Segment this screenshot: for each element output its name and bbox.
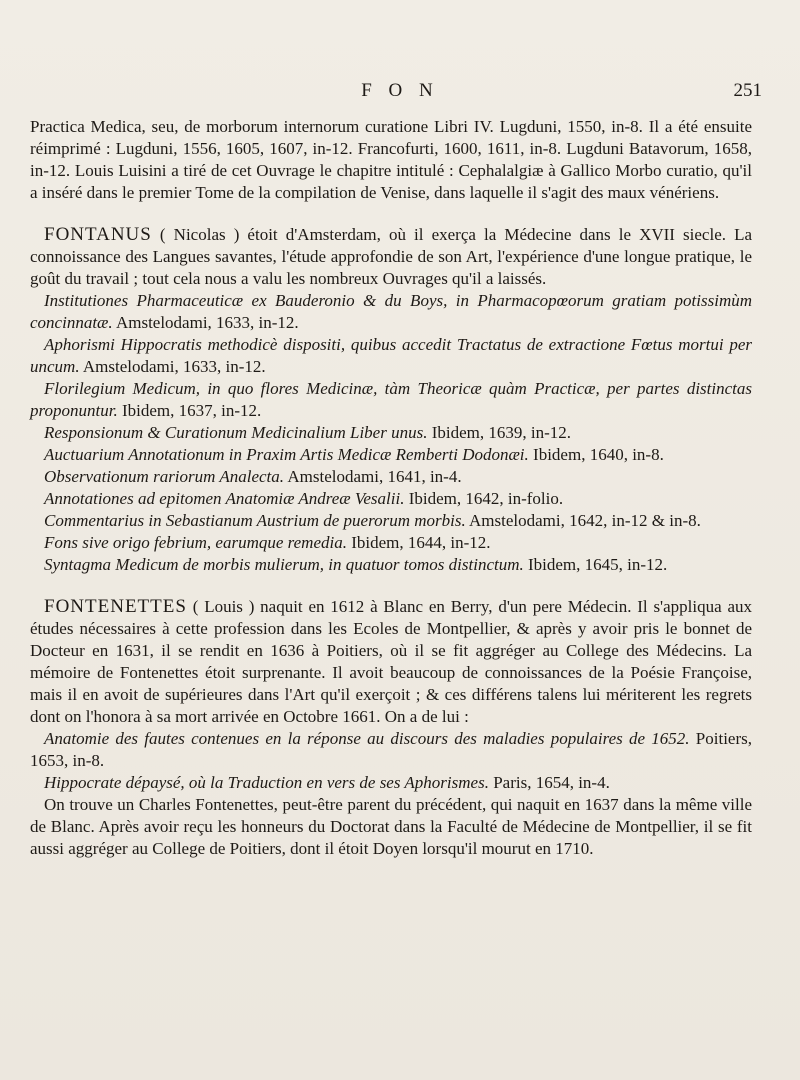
entry-surname: FONTENETTES bbox=[44, 596, 187, 617]
work-title: Commentarius in Sebastianum Austrium de puerorum morbis. bbox=[44, 511, 466, 530]
work-item bbox=[30, 444, 752, 466]
work-title: Auctuarium Annotationum in Praxim Artis Medicæ Remberti Dodonæi. bbox=[44, 445, 529, 464]
entry-fontenettes bbox=[30, 596, 752, 860]
work-imprint: Amstelodami, 1642, in-12 & in-8. bbox=[469, 511, 701, 530]
work-imprint: Ibidem, 1639, in-12. bbox=[431, 423, 571, 442]
work-imprint: Ibidem, 1645, in-12. bbox=[528, 555, 668, 574]
entry-intro: ( Louis ) naquit en 1612 à Blanc en Berry, d'un pere Médecin. Il s'appliqua aux études nécessaires à cette profession dans les Ecoles de Montpellier, & après y avoir pris le bonnet de Docteur en 1631, il se rendit en 1636 à Poitiers, où il se fit aggréger au College des Médecins. La mémoire de Fontenettes étoit surprenante. Il avoit beaucoup de connoissances de la Poésie Françoise, mais il en avoit de supérieures dans l'Art qu'il exerçoit ; & ces différens talens lui mériterent les regrets dont on l'honora à sa mort arrivée en Octobre 1661. On a de lui : bbox=[30, 597, 752, 726]
work-imprint: Amstelodami, 1641, in-4. bbox=[287, 467, 462, 486]
closing-paragraph: On trouve un Charles Fontenettes, peut-être parent du précédent, qui naquit en 1637 dans la même ville de Blanc. Après avoir reçu les honneurs du Doctorat dans la Faculté de Médecine de Montpellier, il se fit aussi aggréger au College de Poitiers, dont il étoit Doyen lorsqu'il mourut en 1710. bbox=[30, 795, 752, 858]
page-body bbox=[30, 116, 752, 860]
work-item bbox=[30, 290, 752, 334]
work-item bbox=[30, 466, 752, 488]
work-title: Annotationes ad epitomen Anatomiæ Andreæ Vesalii. bbox=[44, 489, 405, 508]
page-number: 251 bbox=[733, 80, 762, 101]
continuation-paragraph: Practica Medica, seu, de morborum internorum curatione Libri IV. Lugduni, 1550, in-8. Il a été ensuite réimprimé : Lugduni, 1556, 1605, 1607, in-12. Francofurti, 1600, 1611, in-8. Lugduni Batavorum, 1658, in-12. Louis Luisini a tiré de cet Ouvrage le chapitre intitulé : Cephalalgiæ à Gallico Morbo curatio, qu'il a inséré dans le premier Tome de la compilation de Venise, dans laquelle il s'agit des maux vénériens. bbox=[30, 117, 752, 202]
work-title: Fons sive origo febrium, earumque remedia. bbox=[44, 533, 347, 552]
works-list bbox=[30, 290, 752, 576]
work-imprint: Amstelodami, 1633, in-12. bbox=[115, 313, 299, 332]
work-item bbox=[30, 772, 752, 794]
work-imprint: Ibidem, 1640, in-8. bbox=[533, 445, 664, 464]
work-imprint: Amstelodami, 1633, in-12. bbox=[82, 357, 266, 376]
entry-paragraph bbox=[30, 596, 752, 728]
work-item bbox=[30, 510, 752, 532]
work-item bbox=[30, 532, 752, 554]
work-item bbox=[30, 378, 752, 422]
work-item bbox=[30, 728, 752, 772]
work-item bbox=[30, 554, 752, 576]
entry-surname: FONTANUS bbox=[44, 224, 152, 245]
entry-intro: ( Nicolas ) étoit d'Amsterdam, où il exerça la Médecine dans le XVII siecle. La connoissance des Langues savantes, l'étude approfondie de son Art, l'expérience d'une longue pratique, le goût du travail ; tout cela nous a valu les nombreux Ouvrages qu'il a laissés. bbox=[30, 225, 753, 288]
work-imprint: Ibidem, 1644, in-12. bbox=[351, 533, 491, 552]
work-title: Hippocrate dépaysé, où la Traduction en vers de ses Aphorismes. bbox=[44, 773, 489, 792]
entry-fontanus bbox=[30, 224, 752, 576]
running-head: F O N bbox=[361, 80, 439, 101]
work-title: Florilegium Medicum, in quo flores Medicinæ, tàm Theoricæ quàm Practicæ, per partes distinctas proponuntur. bbox=[30, 379, 752, 420]
page-header bbox=[30, 80, 770, 106]
entry-paragraph bbox=[30, 224, 752, 290]
work-imprint: Paris, 1654, in-4. bbox=[493, 773, 610, 792]
work-item bbox=[30, 422, 752, 444]
work-imprint: Ibidem, 1637, in-12. bbox=[121, 401, 262, 420]
works-list bbox=[30, 728, 752, 794]
work-title: Institutiones Pharmaceuticæ ex Bauderonio & du Boys, in Pharmacopœorum gratiam potissimùm concinnatæ. bbox=[30, 291, 752, 332]
work-item bbox=[30, 488, 752, 510]
work-title: Anatomie des fautes contenues en la réponse au discours des maladies populaires de 1652. bbox=[44, 729, 690, 748]
work-title: Observationum rariorum Analecta. bbox=[44, 467, 285, 486]
work-title: Responsionum & Curationum Medicinalium Liber unus. bbox=[44, 423, 428, 442]
work-imprint: Ibidem, 1642, in-folio. bbox=[408, 489, 564, 508]
work-title: Aphorismi Hippocratis methodicè dispositi, quibus accedit Tractatus de extractione Fœtus mortui per uncum. bbox=[30, 335, 752, 376]
work-title: Syntagma Medicum de morbis mulierum, in quatuor tomos distinctum. bbox=[44, 555, 524, 574]
work-item bbox=[30, 334, 752, 378]
work-imprint: Poitiers, 1653, in-8. bbox=[30, 729, 752, 770]
